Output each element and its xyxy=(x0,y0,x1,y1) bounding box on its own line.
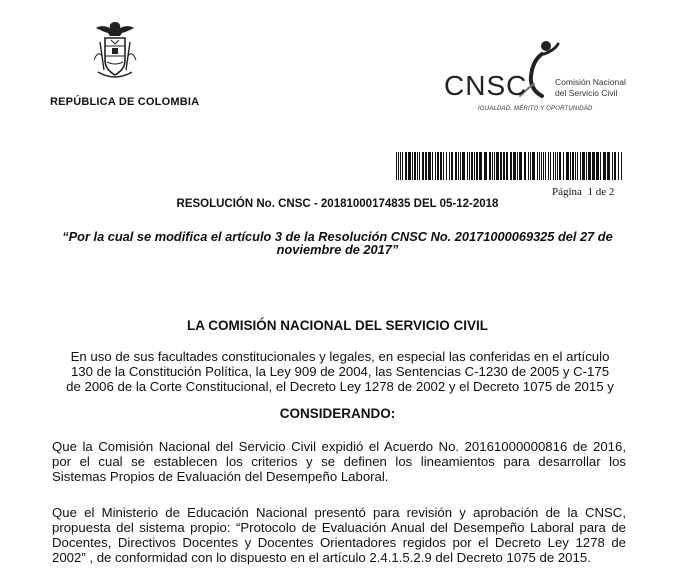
barcode-bar xyxy=(541,152,542,180)
barcode-bar xyxy=(580,152,581,180)
barcode-bar xyxy=(446,152,447,180)
barcode-bar xyxy=(500,152,502,180)
resolution-number: RESOLUCIÓN No. CNSC - 20181000174835 DEL 05-12-2018 xyxy=(176,198,499,210)
barcode-bar xyxy=(596,152,599,180)
organization-heading: LA COMISIÓN NACIONAL DEL SERVICIO CIVIL xyxy=(186,318,489,333)
barcode-bar xyxy=(467,152,468,180)
barcode-bar xyxy=(405,152,407,180)
barcode-bar xyxy=(462,152,465,180)
barcode-bar xyxy=(555,152,556,180)
barcode-bar xyxy=(524,152,526,180)
barcode-bar xyxy=(489,152,491,180)
barcode-bar xyxy=(417,152,418,180)
barcode-bar xyxy=(471,152,473,180)
country-name: REPÚBLICA DE COLOMBIA xyxy=(50,96,200,108)
barcode-bar xyxy=(592,152,595,180)
barcode-bar xyxy=(621,152,622,180)
barcode-bar xyxy=(519,152,522,180)
barcode-bar xyxy=(563,152,564,180)
text-line: Que la Comisión Nacional del Servicio Civil expidió el Acuerdo No. 20161000000816 de 2016, xyxy=(52,439,626,454)
barcode-bar xyxy=(432,152,433,180)
barcode-bar xyxy=(575,152,576,180)
barcode-bar xyxy=(496,152,499,180)
barcode-bar xyxy=(570,152,571,180)
cnsc-logo-name-line2: del Servicio Civil xyxy=(555,88,618,98)
barcode-bar xyxy=(455,152,457,180)
barcode-bar xyxy=(449,152,450,180)
text-line: de 2006 de la Corte Constitucional, el Decreto Ley 1278 de 2002 y el Decreto 1075 de 2015 y xyxy=(66,379,614,394)
barcode-bar xyxy=(537,152,538,180)
text-line: En uso de sus facultades constitucionales y legales, en especial las conferidas en el artículo xyxy=(70,349,610,364)
text-line: propuesta del sistema propio: “Protocolo de Evaluación Anual del Desempeño Laboral para de xyxy=(52,520,626,535)
barcode-bar xyxy=(550,152,551,180)
barcode-bar xyxy=(408,152,411,180)
text-line: Docentes, Directivos Docentes y Docentes Orientadores regidos por el Decreto Ley 1278 de xyxy=(52,535,626,550)
barcode-bar xyxy=(494,152,495,180)
barcode-bar xyxy=(586,152,587,180)
barcode-bar xyxy=(437,152,439,180)
barcode-bar xyxy=(443,152,444,180)
barcode-bar xyxy=(428,152,431,180)
text-line: 130 de la Constitución Política, la Ley 909 de 2004, las Sentencias C-1230 de 2005 y C-175 xyxy=(70,364,610,379)
barcode-bar xyxy=(460,152,461,180)
barcode-bar xyxy=(506,152,508,180)
text-line: por el cual se establecen los criterios y se definen los lineamientos para desarrollar los xyxy=(52,454,626,469)
barcode-bar xyxy=(458,152,459,180)
barcode-bar xyxy=(530,152,531,180)
barcode-bar xyxy=(451,152,453,180)
barcode-bar xyxy=(396,152,397,180)
subtitle-line: noviembre de 2017” xyxy=(276,242,399,257)
barcode-bar xyxy=(607,152,610,180)
cnsc-logo-name-line1: Comisión Nacional xyxy=(555,77,626,87)
subtitle-line: “Por la cual se modifica el artículo 3 de la Resolución CNSC No. 20171000069325 del 27 de xyxy=(62,229,613,244)
barcode-bar xyxy=(510,152,512,180)
barcode-bar xyxy=(600,152,601,180)
barcode-bar xyxy=(603,152,606,180)
barcode-bar xyxy=(402,152,403,180)
barcode-bar xyxy=(612,152,613,180)
barcode-bar xyxy=(559,152,561,180)
barcode-bar xyxy=(479,152,482,180)
coat-of-arms-icon xyxy=(92,20,138,82)
barcode-bar xyxy=(545,152,546,180)
barcode-bar xyxy=(484,152,487,180)
barcode-bar xyxy=(476,152,478,180)
barcode-bar xyxy=(414,152,416,180)
barcode-bar xyxy=(582,152,585,180)
intro-paragraph xyxy=(50,349,630,394)
page-of: de xyxy=(595,186,607,198)
barcode-bar xyxy=(577,152,578,180)
page-indicator xyxy=(552,186,614,198)
barcode-bar xyxy=(548,152,549,180)
text-line: Que el Ministerio de Educación Nacional presentó para revisión y aprobación de la CNSC, xyxy=(52,505,626,520)
text-line: Sistemas Propios de Evaluación del Desempeño Laboral. xyxy=(52,469,389,484)
barcode-icon xyxy=(396,152,622,180)
barcode-bar xyxy=(572,152,574,180)
barcode-bar xyxy=(543,152,544,180)
barcode-bar xyxy=(422,152,424,180)
barcode-bar xyxy=(588,152,591,180)
cnsc-logo-letters: CNSC xyxy=(444,70,528,101)
barcode-bar xyxy=(618,152,619,180)
paragraph xyxy=(52,505,626,565)
barcode-bar xyxy=(400,152,401,180)
barcode-bar xyxy=(513,152,516,180)
barcode-bar xyxy=(528,152,529,180)
barcode-bar xyxy=(435,152,436,180)
barcode-bar xyxy=(503,152,505,180)
barcode-bar xyxy=(474,152,475,180)
barcode-bar xyxy=(614,152,616,180)
barcode-bar xyxy=(539,152,540,180)
barcode-bar xyxy=(398,152,399,180)
barcode-bar xyxy=(492,152,493,180)
barcode-bar xyxy=(557,152,558,180)
page-current: 1 xyxy=(587,186,593,198)
barcode-bar xyxy=(419,152,420,180)
barcode-bar xyxy=(412,152,413,180)
barcode-bar xyxy=(553,152,554,180)
page-label: Página xyxy=(552,186,582,198)
text-line: 2002” , de conformidad con lo dispuesto en el artículo 2.4.1.5.2.9 del Decreto 1075 de 2015. xyxy=(52,550,591,565)
barcode-bar xyxy=(440,152,442,180)
considering-heading: CONSIDERANDO: xyxy=(279,406,396,421)
barcode-bar xyxy=(566,152,569,180)
barcode-bar xyxy=(517,152,518,180)
page-total: 2 xyxy=(608,186,615,198)
barcode-bar xyxy=(532,152,535,180)
paragraph xyxy=(52,439,626,484)
cnsc-logo-slogan: IGUALDAD, MÉRITO Y OPORTUNIDAD xyxy=(478,106,593,112)
barcode-bar xyxy=(469,152,470,180)
barcode-bar xyxy=(425,152,427,180)
